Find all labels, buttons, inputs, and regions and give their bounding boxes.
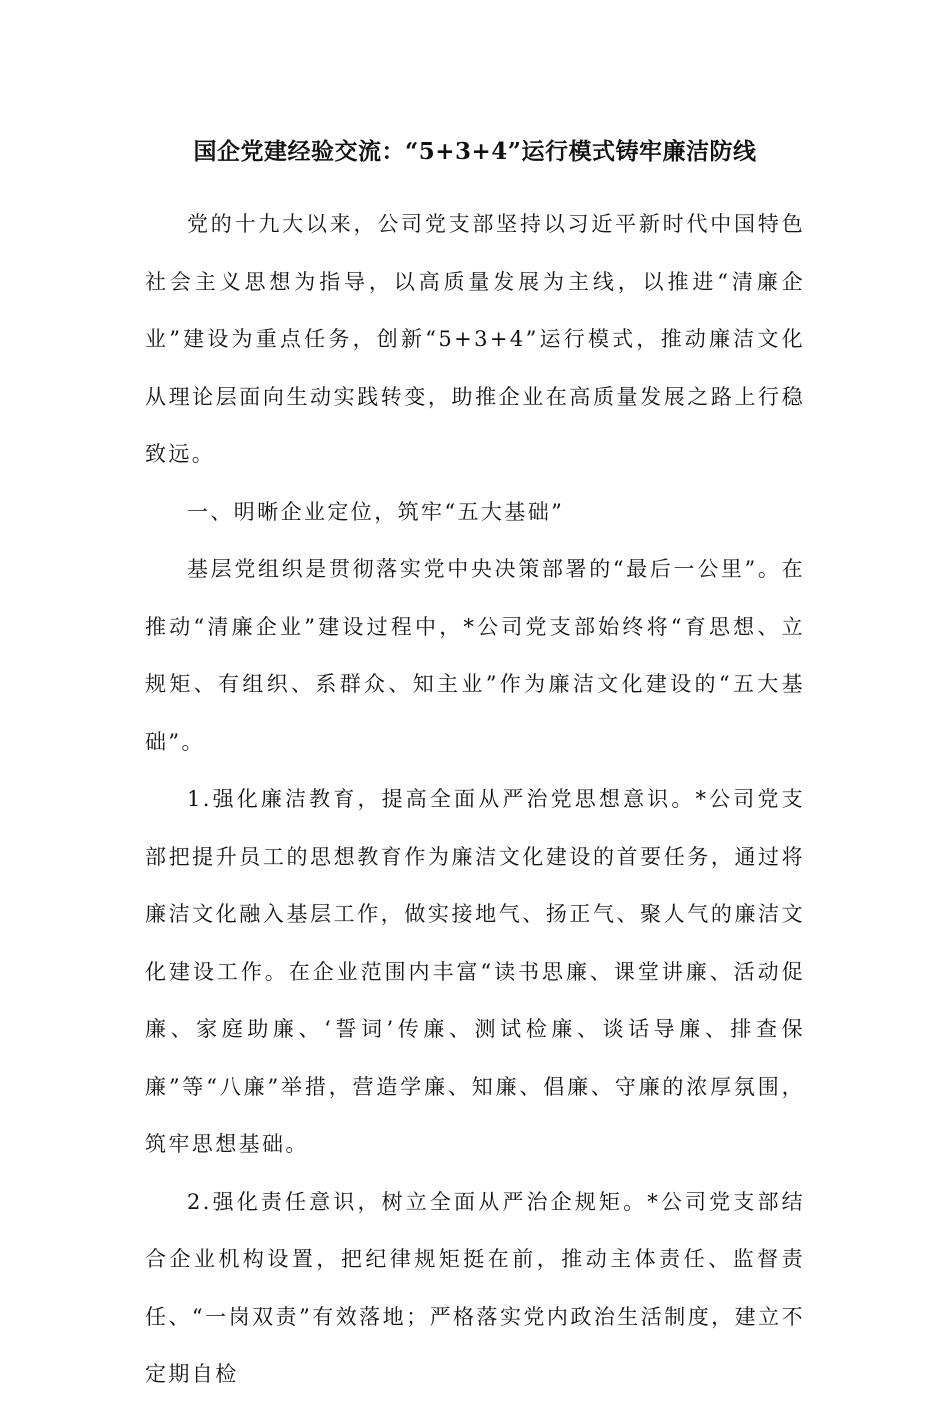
document-title: 国企党建经验交流：“5+3+4”运行模式铸牢廉洁防线	[193, 138, 757, 165]
document-body	[145, 196, 805, 1404]
paragraph-item-1: 1.强化廉洁教育，提高全面从严治党思想意识。*公司党支部把提升员工的思想教育作为廉洁文化建设的首要任务，通过将廉洁文化融入基层工作，做实接地气、扬正气、聚人气的廉洁文化建设工作。在企业范围内丰富“读书思廉、课堂讲廉、活动促廉、家庭助廉、‘誓词’传廉、测试检廉、谈话导廉、排查保廉”等“八廉”举措，营造学廉、知廉、倡廉、守廉的浓厚氛围，筑牢思想基础。	[145, 787, 805, 1156]
paragraph-item-2: 2.强化责任意识，树立全面从严治企规矩。*公司党支部结合企业机构设置，把纪律规矩挺在前，推动主体责任、监督责任、“一岗双责”有效落地；严格落实党内政治生活制度，建立不定期自检	[145, 1189, 805, 1386]
paragraph-intro: 党的十九大以来，公司党支部坚持以习近平新时代中国特色社会主义思想为指导，以高质量发展为主线，以推进“清廉企业”建设为重点任务，创新“5+3+4”运行模式，推动廉洁文化从理论层面向生动实践转变，助推企业在高质量发展之路上行稳致远。	[145, 212, 805, 466]
paragraph-section-1-intro: 基层党组织是贯彻落实党中央决策部署的“最后一公里”。在推动“清廉企业”建设过程中，*公司党支部始终将“育思想、立规矩、有组织、系群众、知主业”作为廉洁文化建设的“五大基础”。	[145, 557, 805, 754]
section-heading-1: 一、明晰企业定位，筑牢“五大基础”	[187, 499, 565, 524]
